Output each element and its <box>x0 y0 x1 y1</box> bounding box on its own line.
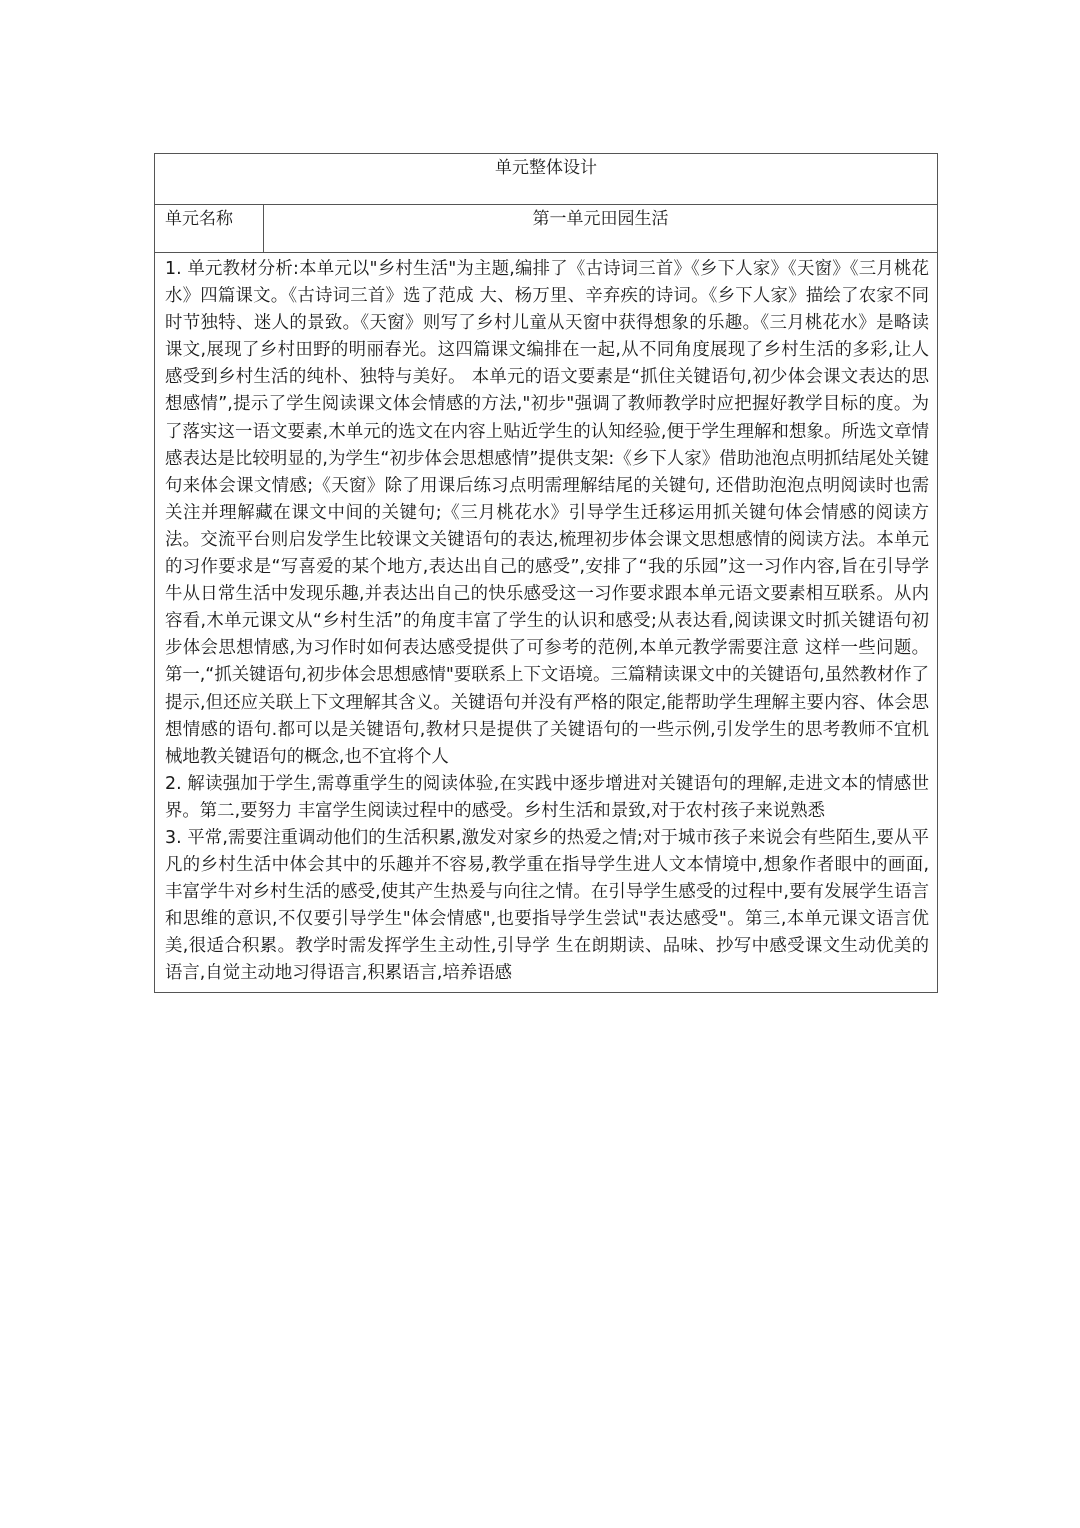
table-title: 单元整体设计 <box>495 158 597 178</box>
unit-name-label: 单元名称 <box>155 205 264 252</box>
unit-design-table <box>154 153 938 993</box>
unit-name-value: 第一单元田园生活 <box>532 209 669 229</box>
table-title-row <box>155 154 937 205</box>
unit-analysis-cell <box>155 253 937 992</box>
analysis-paragraph-3: 3. 平常,需要注重调动他们的生活积累,激发对家乡的热爱之情;对于城市孩子来说会有些陌生,要从平凡的乡村生活中体会其中的乐趣并不容易,教学重在指导学生进人文本情境中,想象作者眼中的画面,丰富学牛对乡村生活的感受,使其产生热爰与向往之情。在引导学生感受的过程中,要有发展学生语言和思维的意识,不仅要引导学生"体会情感",也要指导学生尝试"表达感受"。第三,本单元课文语言优美,很适合积累。教学时需发挥学生主动性,引导学 生在朗期读、品味、抄写中感受课文生动优美的语言,自觉主动地习得语言,积累语言,培养语感 <box>165 827 929 984</box>
unit-name-row <box>155 205 937 253</box>
analysis-paragraph-2: 2. 解读强加于学生,需尊重学生的阅读体验,在实践中逐步增进对关键语句的理解,走进文本的情感世界。第二,要努力 丰富学生阅读过程中的感受。乡村生活和景致,对于农村孩子来说熟悉 <box>165 773 929 821</box>
analysis-paragraph-1: 1. 单元教材分析:本单元以"乡村生活"为主题,编排了《古诗词三首》《乡下人家》《天窗》《三月桃花水》四篇课文。《古诗词三首》选了范成 大、杨万里、辛弃疾的诗词。《乡下人家》描绘了农家不同时节独特、迷人的景致。《天窗》则写了乡村儿童从天窗中获得想象的乐趣。《三月桃花水》是略读课文,展现了乡村田野的明丽春光。这四篇课文编排在一起,从不同角度展现了乡村生活的多彩,让人感受到乡村生活的纯朴、独特与美好。 本单元的语文要素是“抓住关键语句,初少体会课文表达的思想感情”,提示了学生阅读课文体会情感的方法,"初步"强调了教师教学时应把握好教学目标的度。为了落实这一语文要素,木单元的选文在内容上贴近学生的认知经验,便于学生理解和想象。所选文章情感表达是比较明显的,为学生“初步体会思想感情”提供支架:《乡下人家》借助池泡点明抓结尾处关键句来体会课文情感;《天窗》除了用课后练习点明需理解结尾的关键句, 还借助泡泡点明阅读时也需关注并理解藏在课文中间的关键句;《三月桃花水》引导学生迁移运用抓关键句体会情感的阅读方法。交流平台则启发学生比较课文关键语句的表达,梳理初步体会课文思想感情的阅读方法。本单元的习作要求是“写喜爱的某个地方,表达出自己的感受”,安排了“我的乐园”这一习作内容,旨在引导学牛从日常生活中发现乐趣,并表达出自己的快乐感受这一习作要求跟本单元语文要素相互联系。从内容看,木单元课文从“乡村生活”的角度丰富了学生的认识和感受;从表达看,阅读课文时抓关键语句初步体会思想情感,为习作时如何表达感受提供了可参考的范例,本单元教学需要注意 这样一些问题。第一,“抓关键语句,初步体会思想感情"要联系上下文语境。三篇精读课文中的关键语句,虽然教材作了提示,但还应关联上下文理解其含义。关键语句并没有严格的限定,能帮助学生理解主要内容、体会思想情感的语句.都可以是关键语句,教材只是提供了关键语句的一些示例,引发学生的思考教师不宜机械地教关键语句的概念,也不宜将个人 <box>165 259 930 767</box>
